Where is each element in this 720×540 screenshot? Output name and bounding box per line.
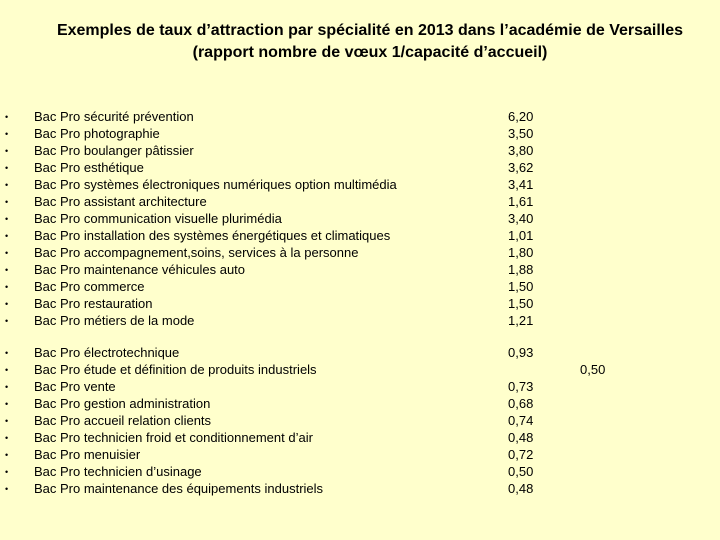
specialty-label: Bac Pro menuisier [34,447,141,462]
specialty-label: Bac Pro photographie [34,126,160,141]
specialty-label: Bac Pro gestion administration [34,396,211,411]
bullet-icon: • [5,299,9,309]
title-line-2: (rapport nombre de vœux 1/capacité d’accueil) [192,44,548,61]
attraction-rate: 1,61 [508,194,534,209]
list-item [0,395,720,412]
specialty-label: Bac Pro maintenance des équipements industriels [34,481,324,496]
bullet-icon: • [5,214,9,224]
specialty-label: Bac Pro étude et définition de produits industriels [34,362,317,377]
bullet-icon: • [5,433,9,443]
list-item [0,312,720,329]
list-item [0,159,720,176]
bullet-icon: • [5,382,9,392]
slide-title [0,20,720,64]
attraction-rate: 1,80 [508,245,534,260]
specialty-label: Bac Pro sécurité prévention [34,109,194,124]
list-item [0,480,720,497]
attraction-rate: 3,40 [508,211,534,226]
specialty-label: Bac Pro esthétique [34,160,144,175]
list-item [0,108,720,125]
specialty-label: Bac Pro restauration [34,296,153,311]
bullet-icon: • [5,180,9,190]
attraction-list-low [0,344,720,497]
specialty-label: Bac Pro communication visuelle plurimédia [34,211,282,226]
specialty-label: Bac Pro commerce [34,279,145,294]
bullet-icon: • [5,248,9,258]
bullet-icon: • [5,265,9,275]
attraction-rate: 3,62 [508,160,534,175]
specialty-label: Bac Pro installation des systèmes énergétiques et climatiques [34,228,391,243]
bullet-icon: • [5,348,9,358]
specialty-label: Bac Pro systèmes électroniques numériques option multimédia [34,177,397,192]
list-item [0,344,720,361]
list-item [0,261,720,278]
list-item [0,210,720,227]
bullet-icon: • [5,231,9,241]
bullet-icon: • [5,282,9,292]
attraction-rate: 3,80 [508,143,534,158]
bullet-icon: • [5,163,9,173]
bullet-icon: • [5,416,9,426]
list-item [0,176,720,193]
attraction-rate: 0,68 [508,396,534,411]
attraction-rate: 1,21 [508,313,534,328]
specialty-label: Bac Pro assistant architecture [34,194,207,209]
bullet-icon: • [5,129,9,139]
bullet-icon: • [5,450,9,460]
specialty-label: Bac Pro vente [34,379,116,394]
bullet-icon: • [5,112,9,122]
attraction-rate: 0,72 [508,447,534,462]
list-item [0,142,720,159]
list-item [0,463,720,480]
attraction-rate: 6,20 [508,109,534,124]
title-line-1: Exemples de taux d’attraction par spécialité en 2013 dans l’académie de Versailles [56,22,684,39]
bullet-icon: • [5,146,9,156]
list-item [0,278,720,295]
list-item [0,227,720,244]
attraction-rate: 0,50 [580,362,606,377]
attraction-list-high [0,108,720,329]
attraction-rate: 0,73 [508,379,534,394]
list-item [0,412,720,429]
specialty-label: Bac Pro maintenance véhicules auto [34,262,246,277]
list-item [0,361,720,378]
list-item [0,429,720,446]
attraction-rate: 3,50 [508,126,534,141]
attraction-rate: 0,48 [508,430,534,445]
attraction-rate: 0,48 [508,481,534,496]
specialty-label: Bac Pro métiers de la mode [34,313,195,328]
specialty-label: Bac Pro technicien d’usinage [34,464,202,479]
bullet-icon: • [5,484,9,494]
attraction-rate: 3,41 [508,177,534,192]
list-item [0,244,720,261]
list-item [0,193,720,210]
attraction-rate: 1,01 [508,228,534,243]
specialty-label: Bac Pro boulanger pâtissier [34,143,194,158]
bullet-icon: • [5,316,9,326]
specialty-label: Bac Pro électrotechnique [34,345,180,360]
list-item [0,125,720,142]
specialty-label: Bac Pro accueil relation clients [34,413,212,428]
bullet-icon: • [5,365,9,375]
list-item [0,446,720,463]
bullet-icon: • [5,399,9,409]
attraction-rate: 0,74 [508,413,534,428]
attraction-rate: 1,50 [508,279,534,294]
attraction-rate: 1,88 [508,262,534,277]
specialty-label: Bac Pro technicien froid et conditionnement d’air [34,430,313,445]
list-item [0,295,720,312]
attraction-rate: 0,93 [508,345,534,360]
specialty-label: Bac Pro accompagnement,soins, services à la personne [34,245,359,260]
bullet-icon: • [5,467,9,477]
bullet-icon: • [5,197,9,207]
list-item [0,378,720,395]
attraction-rate: 1,50 [508,296,534,311]
attraction-rate: 0,50 [508,464,534,479]
